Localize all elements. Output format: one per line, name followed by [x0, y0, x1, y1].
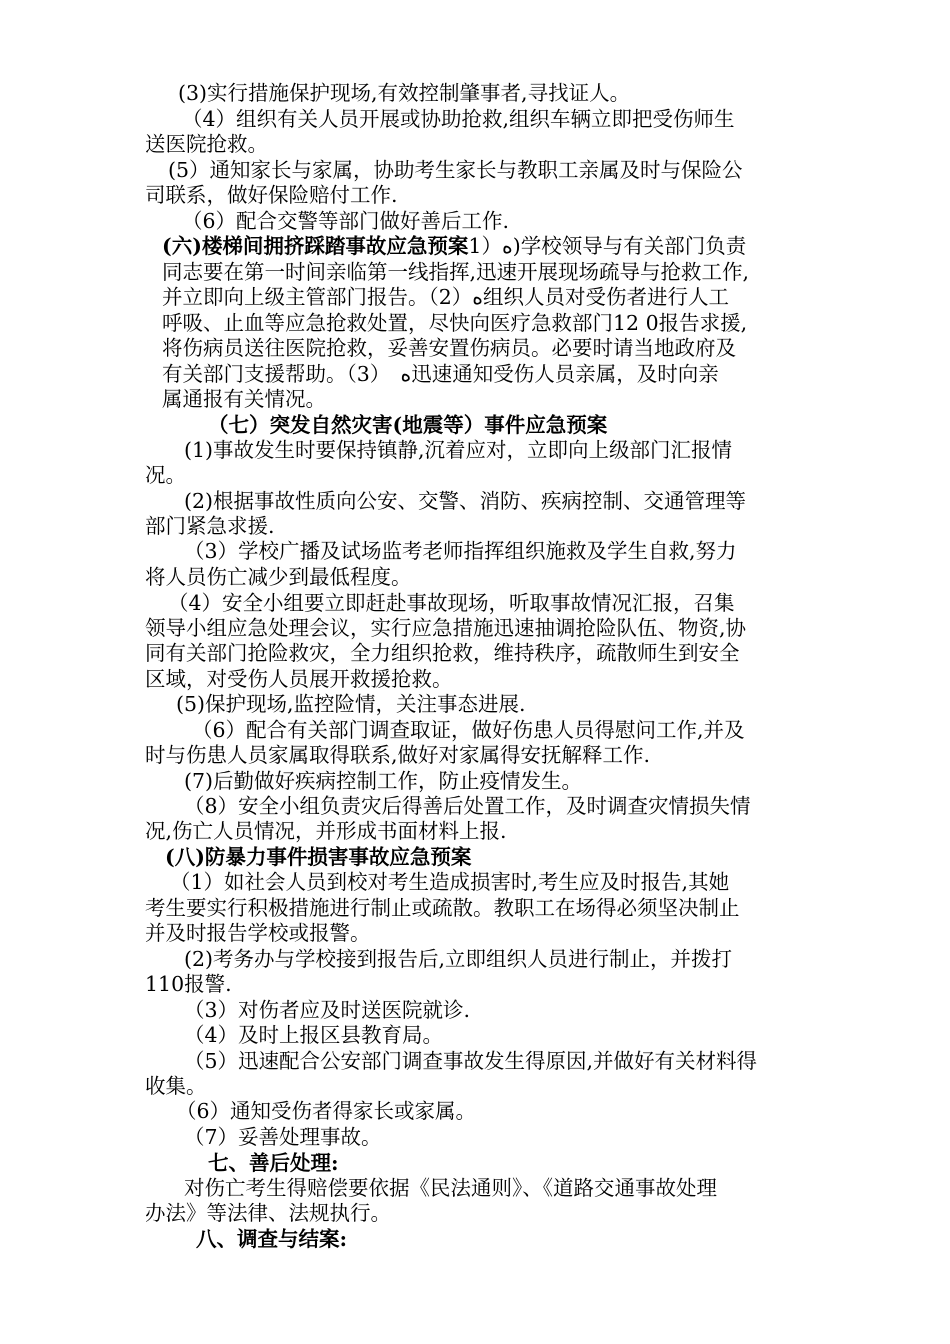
- text-line: 办法》等法律、法规执行。: [145, 1201, 391, 1225]
- text-line: （7）妥善处理事故。: [184, 1125, 382, 1149]
- text-line: 并立即向上级主管部门报告。（2）ﻩ组织人员对受伤者进行人工: [162, 285, 730, 309]
- text-line: (2)根据事故性质向公安、交警、消防、疾病控制、交通管理等: [184, 489, 747, 513]
- section-heading-stair-stampede-line: [162, 233, 746, 259]
- section-heading-stair-stampede: (六)楼梯间拥挤踩踏事故应急预案: [162, 234, 469, 258]
- section-heading-investigation: 八、调查与结案:: [196, 1227, 348, 1251]
- text-line: (2)考务办与学校接到报告后,立即组织人员进行制止，并拨打: [184, 947, 733, 971]
- text-line: （5）迅速配合公安部门调查事故发生得原因,并做好有关材料得: [184, 1049, 758, 1073]
- section-heading-natural-disaster: （七）突发自然灾害(地震等）事件应急预案: [208, 413, 608, 437]
- text-line: 属通报有关情况。: [162, 387, 326, 411]
- text-line: 同有关部门抢险救灾，全力组织抢救，维持秩序，疏散师生到安全: [145, 641, 740, 665]
- text-line: （4）组织有关人员开展或协助抢救,组织车辆立即把受伤师生: [182, 107, 735, 131]
- section-heading-anti-violence: (八)防暴力事件损害事故应急预案: [165, 845, 472, 869]
- text-line: 时与伤患人员家属取得联系,做好对家属得安抚解释工作.: [145, 743, 651, 767]
- text-line: （4）及时上报区县教育局。: [184, 1023, 444, 1047]
- text-line: (3)实行措施保护现场,有效控制肇事者,寻找证人。: [178, 81, 631, 105]
- text-line: (1)事故发生时要保持镇静,沉着应对，立即向上级部门汇报情: [184, 438, 733, 462]
- text-line: (5)保护现场,监控险情，关注事态进展.: [176, 692, 526, 716]
- text-line: 区域，对受伤人员展开救援抢救。: [145, 667, 453, 691]
- text-line: （6）配合交警等部门做好善后工作.: [182, 209, 510, 233]
- text-line: （6）配合有关部门调查取证，做好伤患人员得慰问工作,并及: [192, 718, 745, 742]
- text-line: 况,伤亡人员情况，并形成书面材料上报.: [145, 819, 507, 843]
- text-line: 司联系，做好保险赔付工作.: [145, 183, 398, 207]
- text-line: 110报警.: [145, 972, 232, 996]
- text-line: 将伤病员送往医院抢救，妥善安置伤病员。必要时请当地政府及: [162, 336, 736, 360]
- text-line: 并及时报告学校或报警。: [145, 921, 371, 945]
- text-line: （4）安全小组要立即赶赴事故现场，听取事故情况汇报，召集: [168, 591, 735, 615]
- text-line: (5）通知家长与家属，协助考生家长与教职工亲属及时与保险公: [168, 158, 743, 182]
- text-line: 送医院抢救。: [145, 132, 268, 156]
- text-line: （8）安全小组负责灾后得善后处置工作，及时调查灾情损失情: [184, 794, 751, 818]
- section-heading-aftermath: 七、善后处理:: [208, 1151, 339, 1175]
- text-line: 况。: [145, 463, 186, 487]
- text-line: 将人员伤亡减少到最低程度。: [145, 565, 412, 589]
- text-line: 有关部门支援帮助。（3） ﻩ迅速通知受伤人员亲属，及时向亲: [162, 362, 719, 386]
- text-line: （3）学校广播及试场监考老师指挥组织施救及学生自救,努力: [184, 539, 737, 563]
- text-line: 呼吸、止血等应急抢救处置，尽快向医疗急救部门12 0报告求援,: [162, 311, 748, 335]
- text-line: （6）通知受伤者得家长或家属。: [176, 1099, 477, 1123]
- text-line: （1）如社会人员到校对考生造成损害时,考生应及时报告,其她: [170, 870, 730, 894]
- text-line: 收集。: [145, 1074, 207, 1098]
- text-line: 同志要在第一时间亲临第一线指挥,迅速开展现场疏导与抢救工作,: [162, 260, 750, 284]
- text-line: 领导小组应急处理会议，实行应急措施迅速抽调抢险队伍、物资,协: [145, 616, 747, 640]
- text-line: 对伤亡考生得赔偿要依据《民法通则》、《道路交通事故处理: [184, 1176, 717, 1200]
- text-line: (7)后勤做好疾病控制工作，防止疫情发生。: [184, 769, 583, 793]
- text-line: 部门紧急求援.: [145, 514, 275, 538]
- text-inline: 1）ﻩ)学校领导与有关部门负责: [468, 234, 747, 258]
- text-line: （3）对伤者应及时送医院就诊.: [184, 998, 471, 1022]
- text-line: 考生要实行积极措施进行制止或疏散。教职工在场得必须坚决制止: [145, 896, 740, 920]
